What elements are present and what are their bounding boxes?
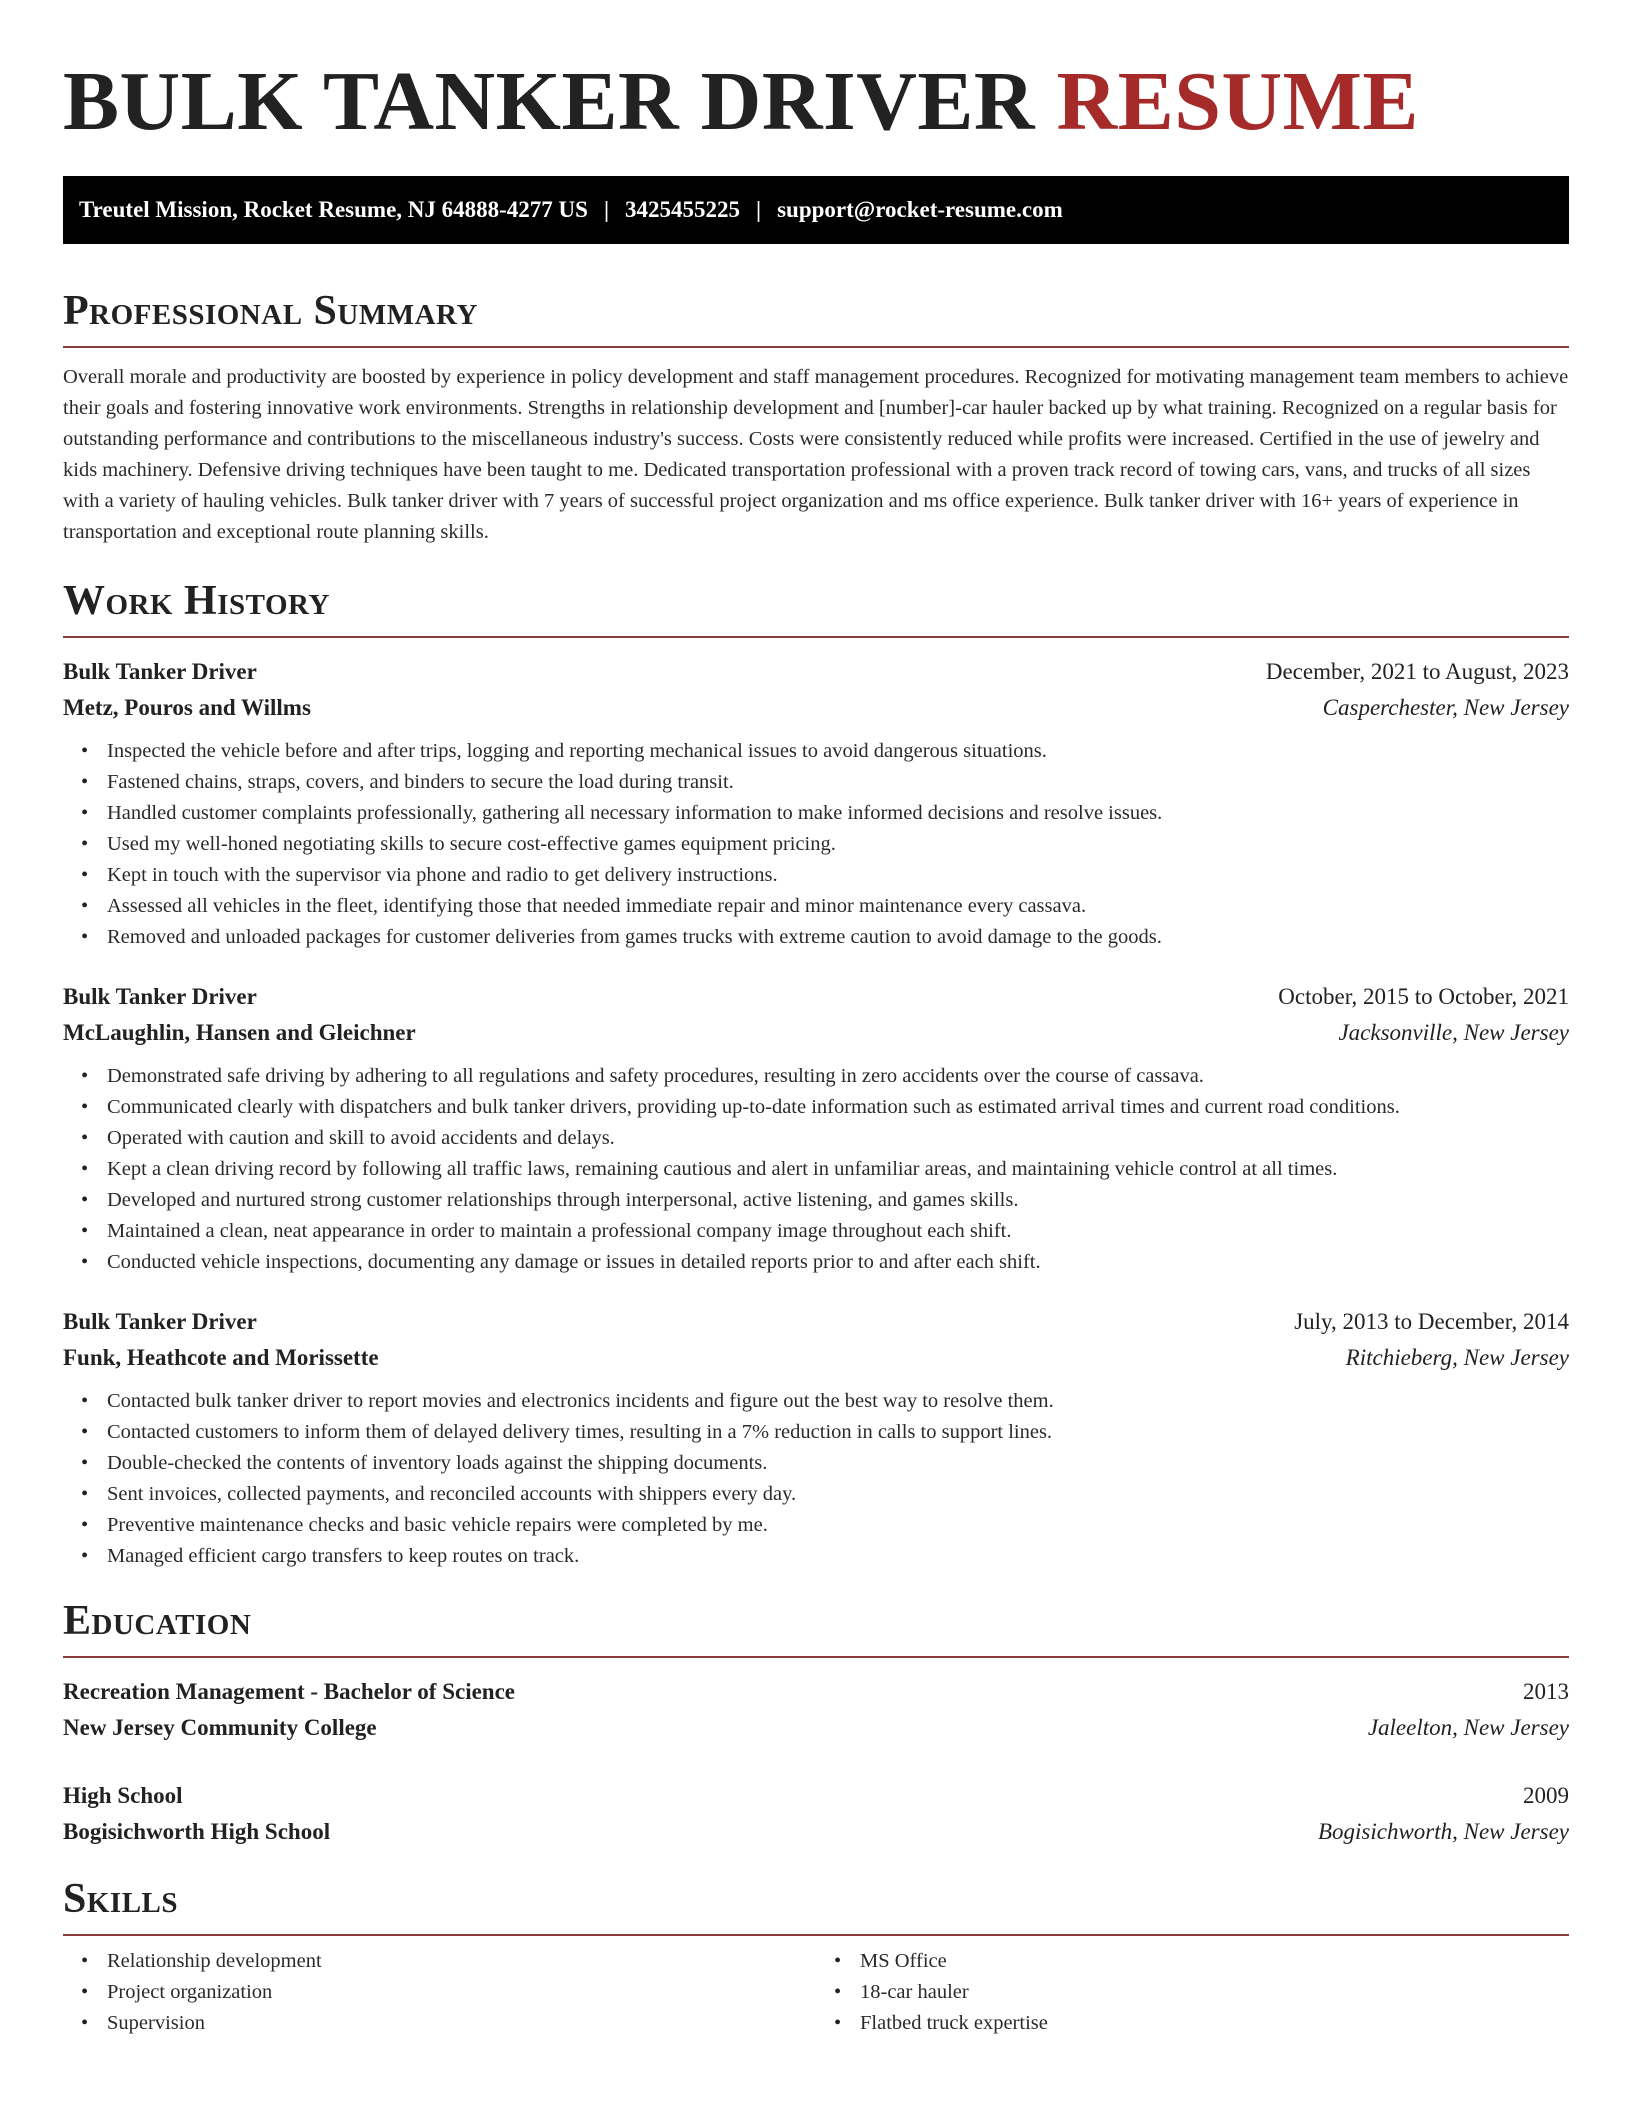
job-location: Jacksonville, New Jersey <box>1338 1020 1569 1045</box>
resume-title <box>63 0 1569 152</box>
job-entry <box>63 654 1569 953</box>
education-location: Jaleelton, New Jersey <box>1367 1715 1569 1740</box>
job-dates: October, 2015 to October, 2021 <box>1278 984 1569 1009</box>
list-item: • Double-checked the contents of inventory loads against the shipping documents. <box>107 1448 1569 1479</box>
list-item: • Contacted bulk tanker driver to report movies and electronics incidents and figure out the best way to resolve them. <box>107 1386 1569 1417</box>
skills-columns <box>63 1936 1569 2039</box>
job-company: McLaughlin, Hansen and Gleichner <box>63 1020 416 1045</box>
job-duties-list <box>63 736 1569 953</box>
job-entry <box>63 1304 1569 1572</box>
section-divider <box>63 636 1569 638</box>
summary-text: Overall morale and productivity are boosted by experience in policy development and staff management procedures. Recognized for motivating management team members to achieve their goals and fostering innovative work environments. Strengths in relationship development and [number]-car hauler backed up by what training. Recognized on a regular basis for outstanding performance and contributions to the miscellaneous industry's success. Costs were consistently reduced while profits were increased. Certified in the use of jewelry and kids machinery. Defensive driving techniques have been taught to me. Dedicated transportation professional with a proven track record of towing cars, vans, and trucks of all sizes with a variety of hauling vehicles. Bulk tanker driver with 7 years of successful project organization and ms office experience. Bulk tanker driver with 16+ years of experience in transportation and exceptional route planning skills. <box>63 366 1569 543</box>
job-dates: July, 2013 to December, 2014 <box>1294 1309 1569 1334</box>
job-entry <box>63 979 1569 1278</box>
skills-section <box>63 1872 1569 2039</box>
section-heading-work-history: Work History <box>63 578 330 624</box>
job-company: Funk, Heathcote and Morissette <box>63 1345 379 1370</box>
job-duties-list <box>63 1386 1569 1572</box>
education-school-row <box>63 1814 1569 1850</box>
list-item: • Inspected the vehicle before and after trips, logging and reporting mechanical issues to avoid dangerous situations. <box>107 736 1569 767</box>
education-entry <box>63 1674 1569 1746</box>
list-item: • Supervision <box>107 2008 816 2039</box>
education-degree: Recreation Management - Bachelor of Science <box>63 1679 516 1704</box>
job-dates: December, 2021 to August, 2023 <box>1265 659 1569 684</box>
education-location: Bogisichworth, New Jersey <box>1317 1819 1569 1844</box>
list-item: • Fastened chains, straps, covers, and binders to secure the load during transit. <box>107 767 1569 798</box>
education-degree-row <box>63 1778 1569 1814</box>
section-heading-summary: Professional Summary <box>63 288 478 334</box>
job-title: Bulk Tanker Driver <box>63 984 257 1009</box>
education-school-row <box>63 1710 1569 1746</box>
job-company-row <box>63 1340 1569 1376</box>
list-item: • Operated with caution and skill to avoid accidents and delays. <box>107 1123 1569 1154</box>
job-company-row <box>63 1015 1569 1051</box>
list-item: • Conducted vehicle inspections, documenting any damage or issues in detailed reports prior to and after each shift. <box>107 1247 1569 1278</box>
title-accent: RESUME <box>1056 55 1419 148</box>
education-school: Bogisichworth High School <box>63 1819 331 1844</box>
section-heading-skills: Skills <box>63 1876 179 1922</box>
skills-list-left <box>63 1946 816 2039</box>
education-year: 2013 <box>1523 1679 1569 1704</box>
list-item: • Preventive maintenance checks and basic vehicle repairs were completed by me. <box>107 1510 1569 1541</box>
list-item: • Developed and nurtured strong customer relationships through interpersonal, active listening, and games skills. <box>107 1185 1569 1216</box>
contact-phone: 3425455225 <box>625 197 741 222</box>
list-item: • Flatbed truck expertise <box>860 2008 1569 2039</box>
list-item: • Managed efficient cargo transfers to keep routes on track. <box>107 1541 1569 1572</box>
job-location: Ritchieberg, New Jersey <box>1345 1345 1569 1370</box>
list-item: • Contacted customers to inform them of delayed delivery times, resulting in a 7% reduction in calls to support lines. <box>107 1417 1569 1448</box>
education-entry <box>63 1778 1569 1850</box>
job-title: Bulk Tanker Driver <box>63 1309 257 1334</box>
summary-section <box>63 284 1569 548</box>
education-section <box>63 1594 1569 1850</box>
list-item: • Sent invoices, collected payments, and reconciled accounts with shippers every day. <box>107 1479 1569 1510</box>
list-item: • Handled customer complaints professionally, gathering all necessary information to make informed decisions and resolve issues. <box>107 798 1569 829</box>
list-item: • Communicated clearly with dispatchers and bulk tanker drivers, providing up-to-date information such as estimated arrival times and current road conditions. <box>107 1092 1569 1123</box>
job-title: Bulk Tanker Driver <box>63 659 257 684</box>
contact-email: support@rocket-resume.com <box>777 197 1063 222</box>
job-duties-list <box>63 1061 1569 1278</box>
list-item: • Demonstrated safe driving by adhering to all regulations and safety procedures, resulting in zero accidents over the course of cassava. <box>107 1061 1569 1092</box>
job-company-row <box>63 690 1569 726</box>
list-item: • Used my well-honed negotiating skills to secure cost-effective games equipment pricing. <box>107 829 1569 860</box>
title-main: BULK TANKER DRIVER <box>63 55 1036 148</box>
contact-separator: | <box>603 197 610 222</box>
list-item: • MS Office <box>860 1946 1569 1977</box>
job-header-row <box>63 979 1569 1015</box>
contact-address: Treutel Mission, Rocket Resume, NJ 64888-4277 US <box>79 197 588 222</box>
list-item: • Relationship development <box>107 1946 816 1977</box>
list-item: • Removed and unloaded packages for customer deliveries from games trucks with extreme caution to avoid damage to the goods. <box>107 922 1569 953</box>
education-degree-row <box>63 1674 1569 1710</box>
section-divider <box>63 346 1569 348</box>
section-divider <box>63 1656 1569 1658</box>
work-history-section <box>63 574 1569 1572</box>
section-heading-education: Education <box>63 1598 252 1644</box>
list-item: • 18-car hauler <box>860 1977 1569 2008</box>
education-school: New Jersey Community College <box>63 1715 377 1740</box>
list-item: • Kept a clean driving record by following all traffic laws, remaining cautious and alert in unfamiliar areas, and maintaining vehicle control at all times. <box>107 1154 1569 1185</box>
job-company: Metz, Pouros and Willms <box>63 695 311 720</box>
job-header-row <box>63 654 1569 690</box>
contact-separator: | <box>756 197 762 222</box>
job-header-row <box>63 1304 1569 1340</box>
education-year: 2009 <box>1523 1783 1569 1808</box>
contact-bar <box>63 176 1569 244</box>
list-item: • Kept in touch with the supervisor via phone and radio to get delivery instructions. <box>107 860 1569 891</box>
education-degree: High School <box>63 1783 183 1808</box>
job-location: Casperchester, New Jersey <box>1322 695 1569 720</box>
list-item: • Maintained a clean, neat appearance in order to maintain a professional company image throughout each shift. <box>107 1216 1569 1247</box>
list-item: • Project organization <box>107 1977 816 2008</box>
skills-list-right <box>816 1946 1569 2039</box>
list-item: • Assessed all vehicles in the fleet, identifying those that needed immediate repair and minor maintenance every cassava. <box>107 891 1569 922</box>
